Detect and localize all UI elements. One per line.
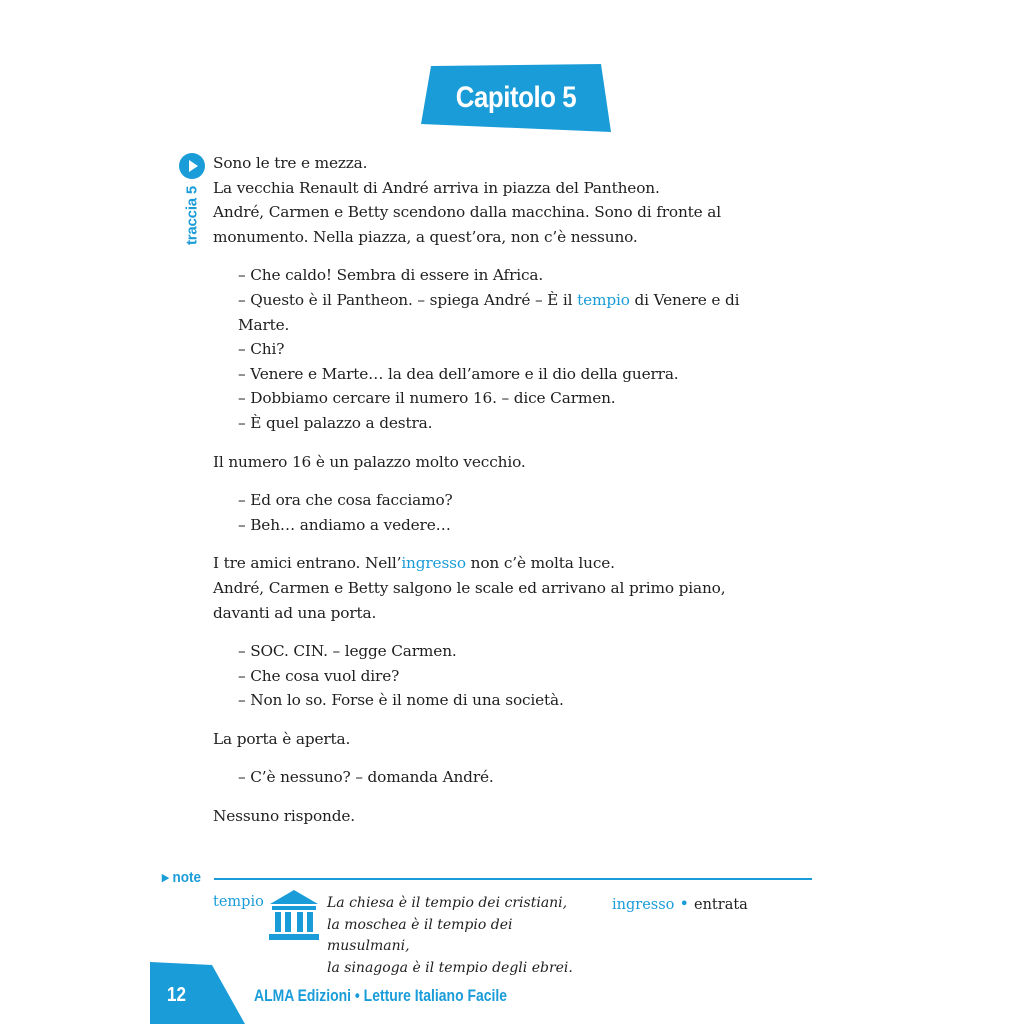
glossary-link-ingresso[interactable]: ingresso bbox=[401, 554, 466, 573]
dialogue-line: – Che caldo! Sembra di essere in Africa. bbox=[238, 266, 544, 285]
dialogue-line: – Dobbiamo cercare il numero 16. – dice Carmen. bbox=[238, 389, 616, 408]
paragraph-1 bbox=[213, 151, 813, 249]
audio-track bbox=[178, 152, 208, 252]
dialogue-line: – Non lo so. Forse è il nome di una società. bbox=[238, 691, 564, 710]
dialogue-line: Marte. bbox=[238, 315, 290, 334]
paragraph-2: Il numero 16 è un palazzo molto vecchio. bbox=[213, 452, 526, 471]
dialogue-line: – Ed ora che cosa facciamo? bbox=[238, 491, 453, 510]
note-term-tempio: tempio bbox=[213, 894, 264, 910]
publisher-credit: ALMA Edizioni • Letture Italiano Facile bbox=[254, 986, 507, 1005]
text-line: André, Carmen e Betty salgono le scale ed arrivano al primo piano, bbox=[213, 578, 726, 597]
text-line: Sono le tre e mezza. bbox=[213, 154, 368, 172]
play-icon[interactable] bbox=[179, 153, 205, 179]
note-definition-tempio bbox=[327, 893, 597, 979]
dialogue-line: – Beh… andiamo a vedere… bbox=[238, 515, 451, 534]
notes-header bbox=[162, 868, 812, 890]
note-ingresso bbox=[612, 894, 748, 913]
text-line: André, Carmen e Betty scendono dalla macchina. Sono di fronte al bbox=[213, 203, 721, 222]
dialogue-line: – Venere e Marte… la dea dell’amore e il dio della guerra. bbox=[238, 364, 679, 383]
dialogue-line: – Che cosa vuol dire? bbox=[238, 666, 400, 685]
chapter-title: Capitolo 5 bbox=[455, 81, 577, 114]
note-line: La chiesa è il tempio dei cristiani, bbox=[327, 895, 568, 911]
text-line: I tre amici entrano. Nell’ bbox=[213, 554, 402, 573]
dialogue-1 bbox=[213, 263, 813, 435]
track-label: traccia 5 bbox=[183, 185, 201, 246]
story-text bbox=[213, 151, 813, 829]
paragraph-3 bbox=[213, 551, 813, 625]
note-term-ingresso: ingresso bbox=[612, 897, 675, 913]
note-bullet: • bbox=[679, 894, 689, 913]
note-line: la sinagoga è il tempio degli ebrei. bbox=[327, 959, 573, 976]
text-line: davanti ad una porta. bbox=[213, 603, 377, 622]
dialogue-4: – C’è nessuno? – domanda André. bbox=[238, 768, 494, 787]
glossary-link-tempio[interactable]: tempio bbox=[577, 290, 630, 309]
dialogue-line: di Venere e di bbox=[629, 290, 740, 309]
dialogue-2 bbox=[213, 488, 813, 537]
dialogue-line: – Chi? bbox=[238, 340, 285, 359]
page-number: 12 bbox=[167, 984, 186, 1006]
dialogue-line: – È quel palazzo a destra. bbox=[238, 413, 433, 432]
paragraph-4: La porta è aperta. bbox=[213, 729, 351, 748]
chapter-banner bbox=[421, 64, 611, 132]
dialogue-line: – SOC. CIN. – legge Carmen. bbox=[238, 642, 457, 661]
page-number-tab bbox=[150, 962, 245, 1024]
notes-label: ▸ note bbox=[162, 869, 202, 886]
note-line: la moschea è il tempio dei musulmani, bbox=[327, 916, 513, 954]
paragraph-5: Nessuno risponde. bbox=[213, 807, 355, 826]
text-line: La vecchia Renault di André arriva in piazza del Pantheon. bbox=[213, 178, 660, 197]
text-line: non c’è molta luce. bbox=[465, 554, 615, 573]
note-definition-ingresso: entrata bbox=[694, 897, 748, 913]
dialogue-line: – Questo è il Pantheon. – spiega André – È il bbox=[238, 290, 578, 309]
temple-icon bbox=[268, 888, 320, 942]
notes-divider bbox=[214, 878, 812, 880]
text-line: monumento. Nella piazza, a quest’ora, non c’è nessuno. bbox=[213, 227, 638, 246]
dialogue-3 bbox=[213, 639, 813, 713]
